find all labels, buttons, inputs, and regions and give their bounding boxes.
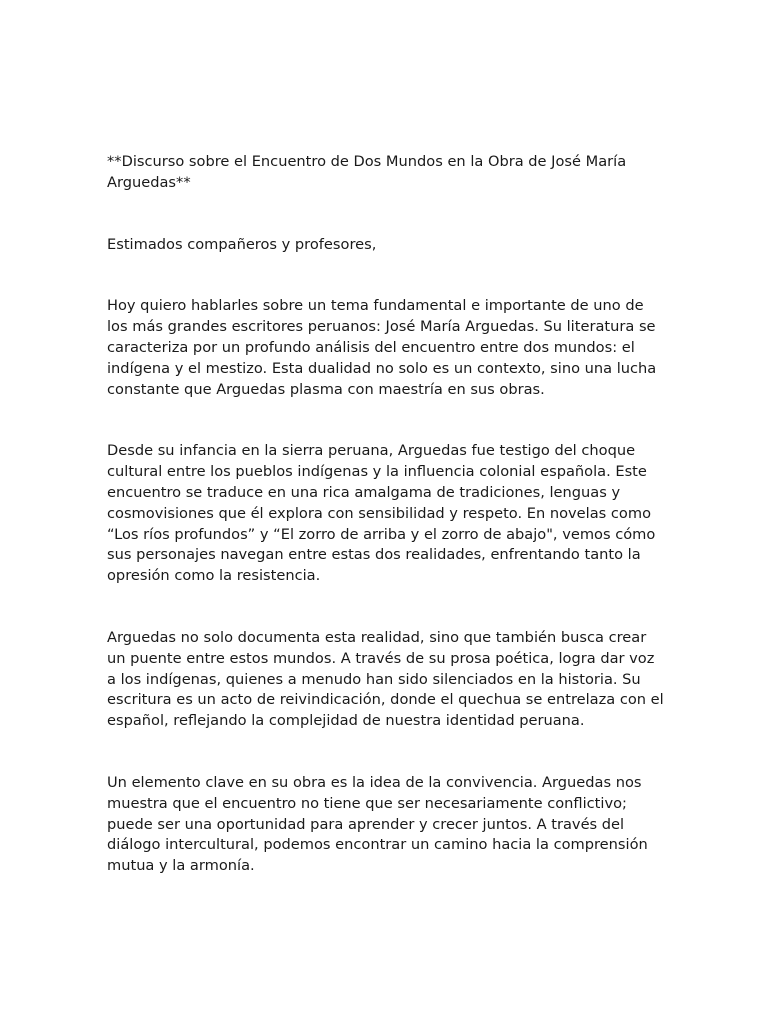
- document-body: [107, 152, 667, 918]
- document-title: **Discurso sobre el Encuentro de Dos Mundos en la Obra de José María Arguedas**: [107, 153, 627, 191]
- paragraph-1: Hoy quiero hablarles sobre un tema fundamental e importante de uno de los más grandes escritores peruanos: José María Arguedas. Su literatura se caracteriza por un profundo análisis del encuentro entre dos mundos: el indígena y el mestizo. Esta dualidad no solo es un contexto, sino una lucha constante que Arguedas plasma con maestría en sus obras.: [107, 297, 657, 398]
- greeting-line: Estimados compañeros y profesores,: [107, 235, 377, 253]
- paragraph-2: Desde su infancia en la sierra peruana, Arguedas fue testigo del choque cultural entre los pueblos indígenas y la influencia colonial española. Este encuentro se traduce en una rica amalgama de tradiciones, lenguas y cosmovisiones que él explora con sensibilidad y respeto. En novelas como “Los ríos profundos” y “El zorro de arriba y el zorro de abajo", vemos cómo sus personajes navegan entre estas dos realidades, enfrentando tanto la opresión como la resistencia.: [107, 442, 656, 585]
- paragraph-3: Arguedas no solo documenta esta realidad, sino que también busca crear un puente entre estos mundos. A través de su prosa poética, logra dar voz a los indígenas, quienes a menudo han sido silenciados en la historia. Su escritura es un acto de reivindicación, donde el quechua se entrelaza con el español, reflejando la complejidad de nuestra identidad peruana.: [107, 628, 664, 730]
- paragraph-4: Un elemento clave en su obra es la idea de la convivencia. Arguedas nos muestra que el encuentro no tiene que ser necesariamente conflictivo; puede ser una oportunidad para aprender y crecer juntos. A través del diálogo intercultural, podemos encontrar un camino hacia la comprensión mutua y la armonía.: [107, 773, 648, 875]
